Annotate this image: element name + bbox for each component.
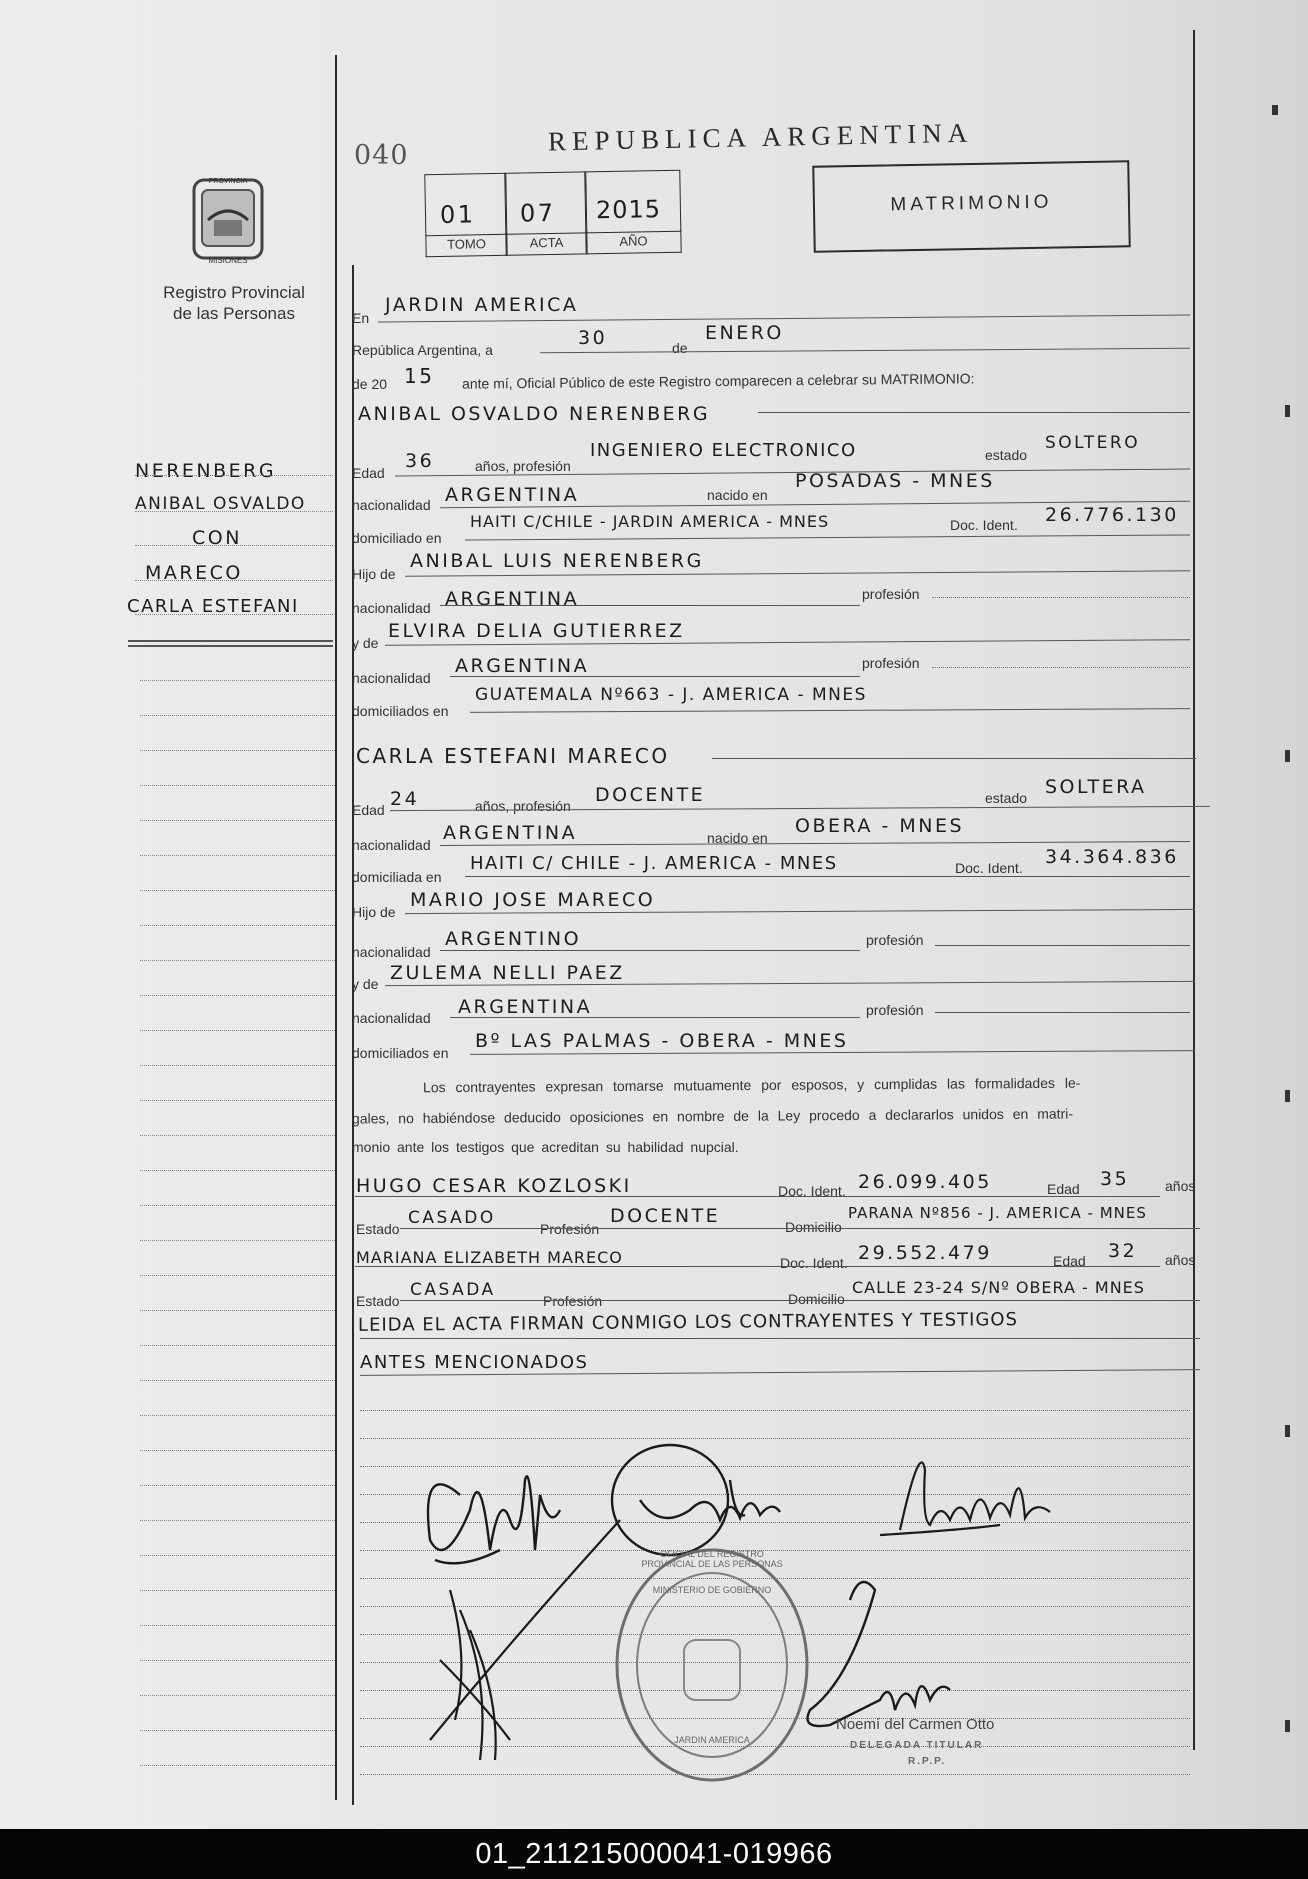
- margin-dotline: [140, 1450, 335, 1451]
- label-domicilio-w: Domicilio: [785, 1219, 842, 1235]
- margin-dotline: [140, 1240, 335, 1241]
- witness1-age: 35: [1100, 1168, 1130, 1190]
- bride-mother: ZULEMA NELLI PAEZ: [390, 962, 625, 984]
- label-domicilio-w: Domicilio: [788, 1291, 845, 1307]
- label-profesion-w: Profesión: [543, 1293, 603, 1309]
- rule: [465, 876, 1190, 877]
- margin-dotline: [140, 1065, 335, 1066]
- rule: [935, 1012, 1190, 1013]
- stamp-inner-text: MINISTERIO DE GOBIERNO: [652, 1585, 772, 1595]
- rule: [355, 1266, 1160, 1267]
- margin-surname-2: MARECO: [145, 562, 243, 584]
- bride-name: CARLA ESTEFANI MARECO: [356, 744, 670, 768]
- rule: [540, 348, 1190, 354]
- act-type-box: [812, 160, 1130, 253]
- witness1-status: CASADO: [408, 1208, 496, 1228]
- official-code: R.P.P.: [908, 1756, 947, 1767]
- label-profesion: profesión: [866, 932, 924, 948]
- margin-dotline: [140, 1345, 335, 1346]
- rule: [400, 1300, 1200, 1301]
- official-stamp: [612, 1545, 812, 1785]
- label-nacionalidad: nacionalidad: [352, 670, 431, 686]
- formal-text-3: monio ante los testigos que acreditan su habilidad nupcial.: [352, 1139, 739, 1155]
- margin-dotline: [135, 511, 333, 512]
- anio-cell: [584, 170, 681, 234]
- page-title: REPUBLICA ARGENTINA: [547, 117, 974, 157]
- label-domiciliado: domiciliado en: [352, 530, 442, 546]
- signature-bride: [612, 1445, 780, 1555]
- seal-top-text: PROVINCIA: [208, 178, 248, 185]
- groom-mother-nationality: ARGENTINA: [455, 655, 590, 677]
- witness2-doc: 29.552.479: [858, 1242, 992, 1264]
- tomo-label: TOMO: [425, 233, 507, 257]
- witness2-status: CASADA: [410, 1280, 496, 1300]
- label-doc: Doc. Ident.: [955, 860, 1023, 876]
- label-edad-w: Edad: [1053, 1253, 1086, 1269]
- act-day: 30: [578, 327, 608, 349]
- margin-dotline: [140, 1625, 335, 1626]
- bride-birthplace: OBERA - MNES: [795, 815, 965, 837]
- bride-doc: 34.364.836: [1045, 846, 1179, 868]
- label-anos-w: años: [1165, 1178, 1196, 1194]
- margin-dotline: [140, 1275, 335, 1276]
- label-ante: ante mí, Oficial Público de este Registro comparecen a celebrar su MATRIMONIO:: [461, 370, 975, 392]
- margin-dotline: [140, 855, 335, 856]
- label-hijo: Hijo de: [352, 904, 396, 920]
- margin-dotline: [140, 995, 335, 996]
- bride-profession: DOCENTE: [595, 784, 706, 806]
- margin-dotline: [140, 1100, 335, 1101]
- witness1-doc: 26.099.405: [858, 1171, 992, 1193]
- acta-cell: [504, 171, 587, 234]
- official-name: Noemí del Carmen Otto: [836, 1716, 995, 1733]
- margin-surname-1: NERENBERG: [135, 460, 277, 482]
- margin-dotline: [140, 820, 335, 821]
- anio-label: AÑO: [585, 230, 681, 255]
- province-seal: [188, 172, 268, 272]
- rule: [400, 1228, 1200, 1229]
- groom-father-nationality: ARGENTINA: [445, 588, 580, 610]
- formal-text-1: Los contrayentes expresan tomarse mutuamente por esposos, y cumplidas las formalidades le-: [422, 1074, 1081, 1096]
- bride-age: 24: [390, 788, 420, 810]
- signature-groom: [428, 1476, 560, 1563]
- groom-father: ANIBAL LUIS NERENBERG: [410, 550, 704, 572]
- witness1-name: HUGO CESAR KOZLOSKI: [356, 1175, 632, 1197]
- margin-dotline: [140, 1380, 335, 1381]
- binding-mark: [1285, 1720, 1290, 1732]
- groom-name: ANIBAL OSVALDO NERENBERG: [358, 403, 711, 425]
- margin-dotline: [135, 475, 333, 476]
- page-number: 040: [354, 140, 409, 171]
- label-nacido: nacido en: [707, 830, 768, 846]
- anio-value: 2015: [595, 195, 662, 225]
- label-nacionalidad: nacionalidad: [352, 944, 431, 960]
- margin-dotline: [140, 1170, 335, 1171]
- dotted-rule: [932, 667, 1190, 668]
- label-yde: y de: [352, 976, 379, 992]
- tomo-cell: [424, 173, 507, 236]
- margin-dotline: [135, 580, 333, 581]
- bride-father-nationality: ARGENTINO: [445, 928, 582, 950]
- registry-line1: Registro Provincial: [163, 283, 305, 302]
- label-en: En: [352, 310, 370, 326]
- binding-mark: [1285, 1090, 1290, 1102]
- label-doc: Doc. Ident.: [950, 517, 1018, 533]
- label-de20: de 20: [352, 376, 388, 392]
- registry-box: [424, 170, 679, 259]
- label-nacionalidad: nacionalidad: [352, 837, 431, 853]
- margin-dotline: [140, 750, 335, 751]
- closing-line-1: LEIDA EL ACTA FIRMAN CONMIGO LOS CONTRAYENTES Y TESTIGOS: [357, 1309, 1019, 1336]
- acta-value: 07: [519, 198, 556, 228]
- witness2-age: 32: [1108, 1240, 1138, 1262]
- binding-mark: [1285, 1425, 1290, 1437]
- act-year: 15: [404, 364, 435, 388]
- label-domiciliados: domiciliados en: [352, 703, 449, 719]
- margin-dotline: [140, 1030, 335, 1031]
- margin-dotline: [140, 1415, 335, 1416]
- margin-dotline: [140, 1660, 335, 1661]
- groom-mother: ELVIRA DELIA GUTIERREZ: [388, 620, 685, 642]
- margin-given-1: ANIBAL OSVALDO: [135, 494, 306, 514]
- stamp-town: JARDIN AMERICA: [674, 1735, 750, 1745]
- registry-line2: de las Personas: [173, 304, 295, 323]
- rule: [440, 605, 860, 606]
- margin-dotline: [140, 715, 335, 716]
- groom-age: 36: [405, 450, 435, 472]
- rule: [440, 950, 860, 951]
- margin-dotline: [140, 1205, 335, 1206]
- margin-underline-1: [128, 640, 333, 642]
- rule: [450, 676, 860, 677]
- margin-dotline: [140, 680, 335, 681]
- rule: [355, 1196, 1160, 1197]
- margin-dotline: [135, 614, 333, 615]
- groom-address: HAITI C/CHILE - JARDIN AMERICA - MNES: [470, 512, 830, 531]
- groom-nationality: ARGENTINA: [445, 484, 580, 506]
- rule: [758, 412, 1190, 413]
- margin-dotline: [140, 1730, 335, 1731]
- dotted-rule: [932, 597, 1190, 598]
- binding-mark: [1272, 105, 1278, 115]
- tomo-value: 01: [439, 200, 476, 229]
- label-nacido: nacido en: [707, 487, 768, 503]
- label-domiciliada: domiciliada en: [352, 869, 442, 885]
- image-id-footer: 01_211215000041-019966: [0, 1829, 1308, 1879]
- groom-birthplace: POSADAS - MNES: [795, 470, 995, 492]
- label-estado: estado: [985, 790, 1028, 806]
- label-yde: y de: [352, 635, 379, 651]
- groom-profession: INGENIERO ELECTRONICO: [590, 440, 857, 461]
- margin-dotline: [140, 1555, 335, 1556]
- margin-dotline: [140, 1695, 335, 1696]
- label-profesion-w: Profesión: [540, 1221, 600, 1237]
- bride-status: SOLTERA: [1045, 776, 1147, 798]
- label-doc-ident: Doc. Ident.: [778, 1183, 846, 1199]
- official-title: DELEGADA TITULAR: [850, 1740, 984, 1751]
- margin-dotline: [140, 1765, 335, 1766]
- label-anos: años, profesión: [475, 458, 571, 474]
- closing-line-2: ANTES MENCIONADOS: [360, 1352, 589, 1373]
- bride-mother-nationality: ARGENTINA: [458, 996, 593, 1018]
- label-estado: estado: [985, 447, 1028, 463]
- margin-dotline: [140, 1485, 335, 1486]
- margin-dotline: [140, 1135, 335, 1136]
- label-nacionalidad: nacionalidad: [352, 600, 431, 616]
- rule: [712, 758, 1196, 759]
- label-doc-ident: Doc. Ident.: [780, 1255, 848, 1271]
- rule: [470, 708, 1190, 713]
- bride-nationality: ARGENTINA: [443, 822, 578, 844]
- margin-dotline: [140, 1590, 335, 1591]
- margin-dotline: [140, 785, 335, 786]
- rule: [935, 945, 1190, 946]
- label-de: de: [672, 340, 688, 356]
- label-profesion: profesión: [862, 586, 920, 602]
- seal-bottom-text: MISIONES: [208, 256, 248, 265]
- label-profesion: profesión: [866, 1002, 924, 1018]
- margin-con: CON: [192, 527, 242, 549]
- act-place: JARDIN AMERICA: [385, 294, 579, 316]
- rule: [360, 1338, 1200, 1339]
- witness2-name: MARIANA ELIZABETH MARECO: [356, 1248, 623, 1267]
- label-nacionalidad: nacionalidad: [352, 1010, 431, 1026]
- label-estado-w: Estado: [356, 1293, 400, 1309]
- act-type: MATRIMONIO: [890, 191, 1053, 216]
- registry-name: [140, 282, 328, 324]
- margin-given-2: CARLA ESTEFANI: [127, 596, 299, 617]
- label-anos-w: años: [1165, 1252, 1196, 1268]
- label-anos: años, profesión: [475, 798, 571, 814]
- label-edad: Edad: [352, 465, 385, 481]
- binding-mark: [1285, 750, 1290, 762]
- margin-dotline: [140, 925, 335, 926]
- margin-rule: [335, 55, 337, 1800]
- bride-address: HAITI C/ CHILE - J. AMERICA - MNES: [470, 853, 838, 874]
- margin-underline-2: [128, 645, 333, 647]
- rule: [465, 534, 1190, 540]
- label-hijo: Hijo de: [352, 566, 396, 582]
- bride-parents-address: Bº LAS PALMAS - OBERA - MNES: [475, 1030, 849, 1052]
- stamp-outer-text: OFICIAL DEL REGISTRO PROVINCIAL DE LAS PERSONAS: [641, 1549, 783, 1569]
- acta-label: ACTA: [505, 231, 587, 255]
- margin-dotline: [140, 960, 335, 961]
- label-republica: República Argentina, a: [352, 342, 493, 358]
- signature-witness2: [430, 1520, 620, 1760]
- witness2-address: CALLE 23-24 S/Nº OBERA - MNES: [852, 1278, 1145, 1297]
- label-domiciliados: domiciliados en: [352, 1045, 449, 1061]
- act-month: ENERO: [705, 322, 784, 344]
- label-edad-w: Edad: [1047, 1181, 1080, 1197]
- margin-rule-inner: [352, 265, 354, 1805]
- bride-father: MARIO JOSE MARECO: [410, 889, 656, 911]
- binding-mark: [1285, 405, 1290, 417]
- witness1-profession: DOCENTE: [610, 1205, 721, 1227]
- stamp-ring-icon: [612, 1545, 812, 1785]
- signature-witness1: [880, 1463, 1050, 1536]
- rule: [450, 1017, 860, 1018]
- groom-status: SOLTERO: [1045, 433, 1141, 453]
- margin-dotline: [140, 1310, 335, 1311]
- formal-text-2: gales, no habiéndose deducido oposiciones en nombre de la Ley procedo a declararlos unidos en matri-: [351, 1105, 1074, 1127]
- label-estado-w: Estado: [356, 1221, 400, 1237]
- right-rule: [1193, 30, 1195, 1750]
- margin-dotline: [140, 890, 335, 891]
- label-edad: Edad: [352, 802, 385, 818]
- margin-dotline: [140, 1520, 335, 1521]
- witness1-address: PARANA Nº856 - J. AMERICA - MNES: [848, 1204, 1147, 1222]
- groom-doc: 26.776.130: [1045, 504, 1179, 526]
- margin-dotline: [135, 545, 333, 546]
- groom-parents-address: GUATEMALA Nº663 - J. AMERICA - MNES: [475, 685, 867, 705]
- label-nacionalidad: nacionalidad: [352, 497, 431, 513]
- label-profesion: profesión: [862, 655, 920, 671]
